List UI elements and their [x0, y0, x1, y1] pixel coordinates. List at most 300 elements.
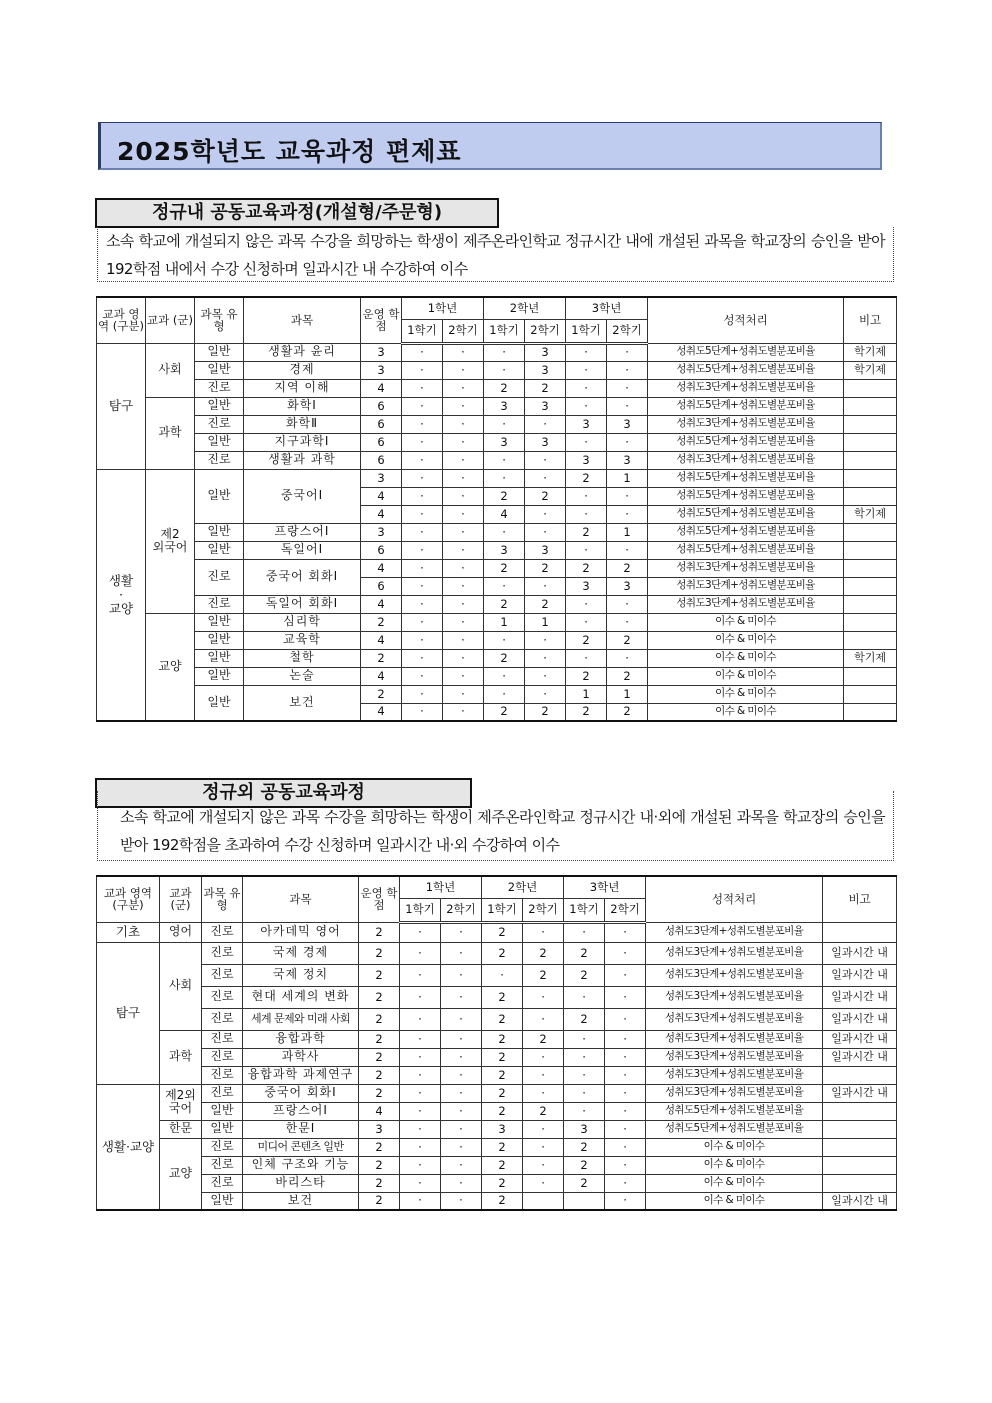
note-cell: 일과시간 내 [823, 1030, 897, 1048]
grading-cell: 성취도5단계+성취도별분포비율 [648, 469, 844, 487]
note-cell [823, 922, 897, 942]
semester-cell: · [564, 1084, 605, 1102]
header-note: 비고 [844, 297, 897, 343]
semester-cell: · [607, 487, 648, 505]
course-type-cell: 진로 [195, 451, 244, 469]
semester-cell: · [400, 1156, 441, 1174]
course-type-cell: 일반 [195, 469, 244, 523]
semester-cell: 3 [525, 433, 566, 451]
table-row [97, 1120, 897, 1138]
course-type-cell: 진로 [202, 942, 243, 964]
semester-cell: 2 [484, 703, 525, 721]
semester-cell [564, 1192, 605, 1210]
subject-group-cell: 영어 [160, 922, 202, 942]
semester-cell: · [566, 397, 607, 415]
semester-cell: 2 [482, 1048, 523, 1066]
table-row [97, 379, 897, 397]
credits-cell: 2 [361, 685, 402, 703]
table-row [97, 964, 897, 986]
subject-group-cell: 과학 [160, 1030, 202, 1084]
header-grading: 성적처리 [648, 297, 844, 343]
semester-cell: · [566, 343, 607, 361]
credits-cell: 2 [359, 986, 400, 1008]
table-row [97, 1066, 897, 1084]
semester-cell: · [605, 1048, 646, 1066]
semester-cell: · [441, 1048, 482, 1066]
semester-cell: · [402, 397, 443, 415]
semester-cell: · [400, 964, 441, 986]
course-name-cell: 지구과학Ⅰ [244, 433, 361, 451]
note-cell [844, 667, 897, 685]
semester-cell: · [443, 685, 484, 703]
grading-cell: 성취도3단계+성취도별분포비율 [648, 379, 844, 397]
subject-group-cell: 제2 외국어 [146, 469, 195, 613]
semester-cell: 2 [525, 487, 566, 505]
semester-cell: 2 [607, 667, 648, 685]
credits-cell: 6 [361, 541, 402, 559]
semester-cell: · [564, 1030, 605, 1048]
semester-cell: 2 [523, 1102, 564, 1120]
semester-cell: · [402, 361, 443, 379]
semester-cell: 2 [484, 487, 525, 505]
semester-cell: 3 [484, 397, 525, 415]
note-cell: 학기제 [844, 361, 897, 379]
note-cell [844, 541, 897, 559]
grading-cell: 성취도3단계+성취도별분포비율 [648, 595, 844, 613]
table-row [97, 942, 897, 964]
section2-label: 정규외 공동교육과정 [95, 778, 472, 808]
course-name-cell: 생활과 과학 [244, 451, 361, 469]
semester-cell: 2 [607, 631, 648, 649]
note-cell [844, 523, 897, 541]
semester-cell: · [523, 1008, 564, 1030]
header-semester: 1학기 [402, 319, 443, 343]
course-type-cell: 일반 [195, 541, 244, 559]
semester-cell: 3 [484, 541, 525, 559]
header-subject-group: 교과 (군) [146, 297, 195, 343]
semester-cell: · [402, 343, 443, 361]
semester-cell: · [607, 613, 648, 631]
table-row [97, 922, 897, 942]
table-row [97, 685, 897, 703]
semester-cell: · [484, 631, 525, 649]
semester-cell: 1 [607, 469, 648, 487]
semester-cell: · [443, 397, 484, 415]
semester-cell: 2 [607, 559, 648, 577]
semester-cell: 2 [482, 922, 523, 942]
note-cell: 학기제 [844, 649, 897, 667]
semester-cell: · [402, 559, 443, 577]
grading-cell: 이수 & 미이수 [648, 667, 844, 685]
note-cell [844, 613, 897, 631]
course-name-cell: 철학 [244, 649, 361, 667]
course-name-cell: 지역 이해 [244, 379, 361, 397]
semester-cell: · [484, 343, 525, 361]
note-cell: 일과시간 내 [823, 964, 897, 986]
credits-cell: 3 [359, 1120, 400, 1138]
grading-cell: 성취도3단계+성취도별분포비율 [646, 1084, 823, 1102]
semester-cell: · [441, 922, 482, 942]
table-row [97, 1174, 897, 1192]
header-semester: 1학기 [400, 898, 441, 922]
credits-cell: 4 [361, 505, 402, 523]
grading-cell: 성취도3단계+성취도별분포비율 [648, 415, 844, 433]
semester-cell: · [402, 631, 443, 649]
semester-cell: · [566, 649, 607, 667]
credits-cell: 2 [359, 1156, 400, 1174]
semester-cell: · [484, 577, 525, 595]
course-name-cell: 화학Ⅰ [244, 397, 361, 415]
semester-cell: · [607, 343, 648, 361]
semester-cell: 2 [525, 559, 566, 577]
credits-cell: 2 [359, 1174, 400, 1192]
header-area: 교과 영역 (구분) [97, 876, 160, 922]
grading-cell: 성취도3단계+성취도별분포비율 [646, 1030, 823, 1048]
semester-cell: · [400, 1192, 441, 1210]
note-cell: 일과시간 내 [823, 1192, 897, 1210]
semester-cell: 3 [482, 1120, 523, 1138]
course-type-cell: 진로 [202, 1138, 243, 1156]
semester-cell: · [605, 1138, 646, 1156]
header-course-type: 과목 유형 [202, 876, 243, 922]
semester-cell: · [441, 1192, 482, 1210]
header-credits: 운영 학점 [359, 876, 400, 922]
course-type-cell: 진로 [202, 964, 243, 986]
course-type-cell: 진로 [202, 1066, 243, 1084]
semester-cell: 2 [482, 1102, 523, 1120]
course-type-cell: 진로 [202, 1156, 243, 1174]
semester-cell: · [402, 595, 443, 613]
semester-cell: · [402, 505, 443, 523]
grading-cell: 이수 & 미이수 [648, 613, 844, 631]
subject-group-cell: 사회 [160, 942, 202, 1030]
semester-cell: 2 [482, 1008, 523, 1030]
semester-cell: · [607, 379, 648, 397]
semester-cell: 2 [484, 649, 525, 667]
semester-cell: 2 [482, 1084, 523, 1102]
header-semester: 2학기 [607, 319, 648, 343]
semester-cell: · [441, 1120, 482, 1138]
semester-cell: · [605, 1030, 646, 1048]
semester-cell: · [402, 469, 443, 487]
semester-cell [523, 1192, 564, 1210]
note-cell [823, 1138, 897, 1156]
note-cell [844, 703, 897, 721]
header-semester: 1학기 [484, 319, 525, 343]
semester-cell: 2 [482, 1030, 523, 1048]
semester-cell: · [484, 685, 525, 703]
semester-cell: · [443, 577, 484, 595]
semester-cell: 2 [566, 559, 607, 577]
semester-cell: · [484, 361, 525, 379]
note-cell: 일과시간 내 [823, 986, 897, 1008]
semester-cell: 2 [482, 1192, 523, 1210]
semester-cell: 2 [523, 1030, 564, 1048]
semester-cell: 2 [566, 523, 607, 541]
semester-cell: · [441, 1102, 482, 1120]
header-course: 과목 [243, 876, 359, 922]
area-cell: 탐구 [97, 343, 146, 469]
grading-cell: 성취도3단계+성취도별분포비율 [646, 1008, 823, 1030]
semester-cell: 2 [564, 942, 605, 964]
semester-cell: · [441, 1008, 482, 1030]
grading-cell: 성취도3단계+성취도별분포비율 [646, 1066, 823, 1084]
course-name-cell: 화학Ⅱ [244, 415, 361, 433]
header-course-type: 과목 유형 [195, 297, 244, 343]
credits-cell: 6 [361, 451, 402, 469]
semester-cell: 2 [484, 379, 525, 397]
semester-cell: · [607, 649, 648, 667]
table-row [97, 361, 897, 379]
course-type-cell: 진로 [202, 1174, 243, 1192]
semester-cell: 2 [523, 964, 564, 986]
semester-cell: · [443, 667, 484, 685]
credits-cell: 2 [359, 964, 400, 986]
grading-cell: 성취도5단계+성취도별분포비율 [648, 505, 844, 523]
semester-cell: 2 [564, 1174, 605, 1192]
table-row [97, 1138, 897, 1156]
note-cell [844, 631, 897, 649]
course-type-cell: 진로 [195, 379, 244, 397]
semester-cell: · [443, 415, 484, 433]
table-row [97, 343, 897, 361]
note-cell [844, 559, 897, 577]
area-cell: 생활 · 교양 [97, 469, 146, 721]
semester-cell: · [400, 1048, 441, 1066]
subject-group-cell: 교양 [146, 613, 195, 721]
semester-cell: · [607, 361, 648, 379]
note-cell [844, 469, 897, 487]
header-area: 교과 영역 (구분) [97, 297, 146, 343]
semester-cell: · [400, 1138, 441, 1156]
semester-cell: · [523, 1066, 564, 1084]
credits-cell: 2 [361, 649, 402, 667]
semester-cell: · [402, 415, 443, 433]
semester-cell: · [605, 1066, 646, 1084]
semester-cell: · [402, 649, 443, 667]
semester-cell: · [443, 649, 484, 667]
semester-cell: · [607, 397, 648, 415]
course-name-cell: 국제 정치 [243, 964, 359, 986]
header-semester: 2학기 [605, 898, 646, 922]
grading-cell: 성취도5단계+성취도별분포비율 [648, 361, 844, 379]
semester-cell: 2 [482, 986, 523, 1008]
semester-cell: 3 [566, 415, 607, 433]
grading-cell: 성취도3단계+성취도별분포비율 [646, 942, 823, 964]
credits-cell: 2 [359, 942, 400, 964]
semester-cell: · [523, 1156, 564, 1174]
header-grade-3: 3학년 [564, 876, 646, 898]
grading-cell: 이수 & 미이수 [646, 1174, 823, 1192]
semester-cell: · [441, 986, 482, 1008]
course-type-cell: 일반 [195, 631, 244, 649]
header-course: 과목 [244, 297, 361, 343]
credits-cell: 2 [359, 1084, 400, 1102]
semester-cell: · [402, 523, 443, 541]
table-row [97, 397, 897, 415]
credits-cell: 4 [361, 703, 402, 721]
table-row [97, 1192, 897, 1210]
grading-cell: 성취도5단계+성취도별분포비율 [648, 523, 844, 541]
semester-cell: 2 [523, 942, 564, 964]
note-cell [844, 379, 897, 397]
semester-cell: 3 [525, 397, 566, 415]
course-type-cell: 진로 [202, 1008, 243, 1030]
course-type-cell: 일반 [195, 361, 244, 379]
semester-cell: 3 [607, 451, 648, 469]
semester-cell: · [400, 1120, 441, 1138]
header-grade-1: 1학년 [402, 297, 484, 319]
semester-cell: 3 [607, 577, 648, 595]
course-type-cell: 일반 [195, 613, 244, 631]
credits-cell: 6 [361, 415, 402, 433]
semester-cell: 2 [482, 1156, 523, 1174]
table-row [97, 1030, 897, 1048]
note-cell: 학기제 [844, 343, 897, 361]
credits-cell: 4 [359, 1102, 400, 1120]
semester-cell: · [443, 541, 484, 559]
header-semester: 1학기 [482, 898, 523, 922]
semester-cell: · [605, 1156, 646, 1174]
credits-cell: 2 [359, 1030, 400, 1048]
semester-cell: · [523, 922, 564, 942]
semester-cell: · [566, 379, 607, 397]
course-name-cell: 보건 [243, 1192, 359, 1210]
section2-description: 소속 학교에 개설되지 않은 과목 수강을 희망하는 학생이 제주온라인학교 정규시간 내·외에 개설된 과목을 학교장의 승인을 받아 192학점을 초과하여 수강 신청하며 일과시간 내·외 수강하여 이수 [97, 791, 894, 861]
note-cell [823, 1120, 897, 1138]
credits-cell: 6 [361, 577, 402, 595]
credits-cell: 2 [359, 1066, 400, 1084]
credits-cell: 3 [361, 343, 402, 361]
grading-cell: 이수 & 미이수 [648, 703, 844, 721]
note-cell [823, 1156, 897, 1174]
semester-cell: · [525, 649, 566, 667]
header-semester: 2학기 [441, 898, 482, 922]
semester-cell: 1 [484, 613, 525, 631]
course-name-cell: 심리학 [244, 613, 361, 631]
subject-group-cell: 교양 [160, 1138, 202, 1210]
grading-cell: 이수 & 미이수 [646, 1192, 823, 1210]
semester-cell: · [484, 415, 525, 433]
course-name-cell: 국제 경제 [243, 942, 359, 964]
semester-cell: · [607, 433, 648, 451]
semester-cell: · [443, 487, 484, 505]
semester-cell: · [566, 487, 607, 505]
semester-cell: 2 [607, 703, 648, 721]
course-type-cell: 진로 [202, 1048, 243, 1066]
semester-cell: 2 [482, 1174, 523, 1192]
semester-cell: · [443, 469, 484, 487]
semester-cell: 1 [607, 523, 648, 541]
semester-cell: · [607, 505, 648, 523]
semester-cell: · [402, 577, 443, 595]
page-title-box [98, 122, 882, 170]
note-cell [844, 685, 897, 703]
semester-cell: 2 [482, 1138, 523, 1156]
semester-cell: · [441, 1084, 482, 1102]
semester-cell: 3 [566, 577, 607, 595]
semester-cell: · [443, 559, 484, 577]
semester-cell: · [566, 613, 607, 631]
semester-cell: 2 [525, 595, 566, 613]
note-cell [844, 577, 897, 595]
course-type-cell: 일반 [195, 523, 244, 541]
section1-table [96, 296, 897, 722]
semester-cell: · [525, 451, 566, 469]
course-name-cell: 인체 구조와 기능 [243, 1156, 359, 1174]
semester-cell: 2 [525, 379, 566, 397]
semester-cell: · [605, 942, 646, 964]
subject-group-cell: 사회 [146, 343, 195, 397]
semester-cell: · [402, 451, 443, 469]
semester-cell: · [525, 505, 566, 523]
semester-cell: 2 [564, 1156, 605, 1174]
note-cell [844, 487, 897, 505]
grading-cell: 성취도5단계+성취도별분포비율 [648, 433, 844, 451]
grading-cell: 성취도3단계+성취도별분포비율 [646, 986, 823, 1008]
semester-cell: · [400, 1008, 441, 1030]
grading-cell: 성취도5단계+성취도별분포비율 [648, 541, 844, 559]
semester-cell: 1 [525, 613, 566, 631]
grading-cell: 성취도5단계+성취도별분포비율 [648, 397, 844, 415]
semester-cell: · [605, 1174, 646, 1192]
table-row [97, 451, 897, 469]
course-name-cell: 독일어 회화Ⅰ [244, 595, 361, 613]
semester-cell: · [443, 505, 484, 523]
semester-cell: · [523, 1120, 564, 1138]
semester-cell: · [400, 942, 441, 964]
semester-cell: · [443, 379, 484, 397]
area-cell: 생활·교양 [97, 1084, 160, 1210]
semester-cell: · [564, 1102, 605, 1120]
semester-cell: 2 [484, 595, 525, 613]
course-type-cell: 진로 [202, 1030, 243, 1048]
header-grade-2: 2학년 [482, 876, 564, 898]
header-semester: 2학기 [523, 898, 564, 922]
page-title: 2025학년도 교육과정 편제표 [117, 137, 462, 166]
credits-cell: 3 [361, 523, 402, 541]
semester-cell: · [607, 541, 648, 559]
course-type-cell: 일반 [195, 343, 244, 361]
semester-cell: 3 [525, 343, 566, 361]
semester-cell: · [564, 986, 605, 1008]
semester-cell: 2 [566, 469, 607, 487]
course-type-cell: 진로 [202, 1084, 243, 1102]
table-row [97, 595, 897, 613]
note-cell [823, 1102, 897, 1120]
semester-cell: · [402, 613, 443, 631]
grading-cell: 이수 & 미이수 [648, 649, 844, 667]
course-name-cell: 생활과 윤리 [244, 343, 361, 361]
course-name-cell: 과학사 [243, 1048, 359, 1066]
semester-cell: 4 [484, 505, 525, 523]
semester-cell: · [402, 487, 443, 505]
semester-cell: · [482, 964, 523, 986]
course-type-cell: 진로 [195, 595, 244, 613]
course-type-cell: 일반 [195, 667, 244, 685]
credits-cell: 2 [359, 1008, 400, 1030]
semester-cell: · [523, 1174, 564, 1192]
note-cell [823, 1174, 897, 1192]
header-grade-3: 3학년 [566, 297, 648, 319]
course-type-cell: 일반 [195, 433, 244, 451]
course-name-cell: 독일어Ⅰ [244, 541, 361, 559]
semester-cell: · [525, 667, 566, 685]
semester-cell: 2 [564, 1008, 605, 1030]
credits-cell: 3 [361, 469, 402, 487]
semester-cell: · [400, 1174, 441, 1192]
header-note: 비고 [823, 876, 897, 922]
